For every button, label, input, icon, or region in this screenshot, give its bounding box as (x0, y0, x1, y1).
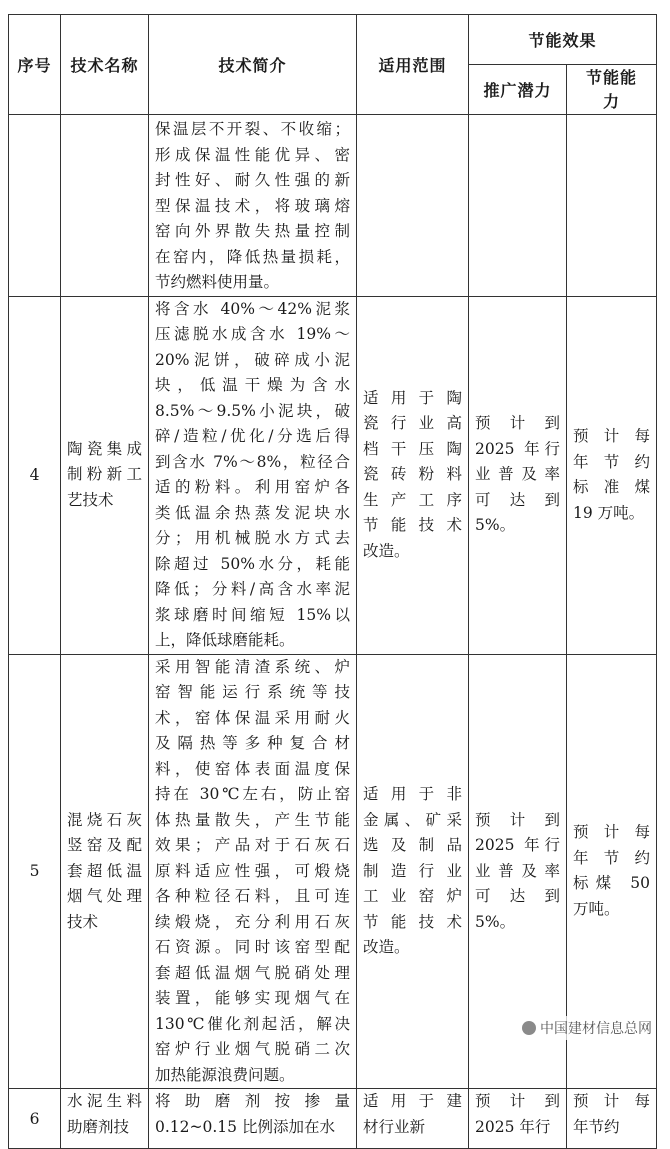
cell-capacity (567, 115, 657, 297)
cell-intro-line: 套超低温烟气脱硝处理 (155, 963, 350, 982)
cell-scope-line: 改造。 (363, 938, 410, 956)
cell-scope-line: 适用于陶 (363, 388, 462, 407)
cell-name-line: 混烧石灰 (67, 810, 142, 829)
cell-seq: 6 (9, 1089, 61, 1149)
table-row (9, 1089, 657, 1149)
cell-capacity-line: 年节约 (573, 848, 651, 867)
cell-intro-line: 石资源。同时该窑型配 (155, 938, 350, 956)
cell-intro-line: 将助磨剂按掺量 (155, 1092, 350, 1110)
watermark (518, 1016, 656, 1040)
cell-potential-line: 2025 年行 (475, 836, 560, 854)
cell-intro-line: 分；用机械脱水方式去 (155, 529, 350, 547)
cell-intro-line: 封性好、耐久性强的新 (155, 171, 350, 189)
cell-intro-line: 块，低温干燥为含水 (155, 376, 350, 394)
cell-capacity-line: 万吨。 (573, 899, 620, 918)
cell-intro-line: 原料适应性强，可煅烧 (155, 861, 350, 880)
cell-intro-line: 8.5%～9.5%小泥块，破 (155, 401, 350, 420)
cell-capacity-line: 年节约 (573, 452, 651, 471)
cell-scope-line: 制造行业 (363, 861, 462, 880)
cell-scope-line: 适用于非 (363, 785, 462, 803)
wechat-icon (522, 1021, 536, 1035)
header-seq: 序号 (9, 15, 61, 115)
cell-intro-line: 装置，能够实现烟气在 (155, 989, 350, 1007)
header-potential: 推广潜力 (469, 65, 567, 115)
table-row (9, 296, 657, 654)
cell-intro-line: 采用智能清渣系统、炉 (155, 657, 350, 676)
header-name: 技术名称 (61, 15, 149, 115)
cell-scope-line: 节能技术 (363, 516, 462, 535)
header-intro: 技术简介 (149, 15, 357, 115)
cell-intro-line: 及隔热等多种复合材 (155, 734, 350, 752)
cell-scope (357, 296, 469, 654)
cell-intro-line: 除超过 50%水分，耗能 (155, 554, 350, 573)
cell-scope (357, 1089, 469, 1149)
cell-potential-line: 5%。 (475, 516, 516, 535)
header-capacity-line1: 节能能 (586, 67, 638, 87)
cell-name (61, 296, 149, 654)
cell-name-line: 竖窑及配 (67, 836, 142, 854)
cell-potential-line: 业普及率 (475, 465, 560, 484)
cell-intro-line: 窑向外界散失热量控制 (155, 222, 350, 240)
cell-capacity-line: 预计每 (573, 823, 651, 842)
cell-intro-line: 适的粉料。利用窑炉各 (155, 478, 350, 496)
cell-intro (149, 654, 357, 1089)
cell-potential-line: 可达到 (475, 887, 560, 905)
cell-intro-line: 窑炉行业烟气脱硝二次 (155, 1040, 350, 1058)
cell-intro-line: 类低温余热蒸发泥块水 (155, 503, 350, 522)
cell-name-line: 水泥生料 (67, 1092, 142, 1110)
cell-intro-line: 在窑内，降低热量损耗， (155, 247, 350, 266)
cell-scope-line: 瓷砖粉料 (363, 465, 462, 484)
cell-capacity-line: 预计每 (573, 1092, 651, 1110)
cell-potential (469, 296, 567, 654)
cell-intro (149, 1089, 357, 1149)
cell-name-line: 烟气处理 (67, 887, 142, 905)
cell-scope-line: 工业窑炉 (363, 887, 462, 905)
cell-intro-line: 续煅烧，充分利用石灰 (155, 912, 350, 931)
tech-table (8, 14, 657, 1149)
cell-name (61, 654, 149, 1089)
header-effect: 节能效果 (469, 15, 657, 65)
cell-intro-line: 上，降低球磨能耗。 (155, 631, 295, 649)
cell-intro-line: 130℃催化剂起活，解决 (155, 1014, 350, 1033)
cell-intro-line: 压滤脱水成含水 19%～ (155, 325, 350, 343)
cell-intro-line: 窑智能运行系统等技 (155, 683, 350, 701)
cell-capacity-line: 标煤 50 (573, 874, 651, 893)
cell-scope-line: 材行业新 (363, 1117, 426, 1136)
cell-intro-line: 型保温技术，将玻璃熔 (155, 196, 350, 215)
cell-scope-line: 选及制品 (363, 836, 462, 854)
cell-name-line: 助磨剂技 (67, 1117, 130, 1136)
cell-intro-line: 到含水 7%～8%，粒径合 (155, 452, 350, 471)
cell-intro-line: 加热能源浪费问题。 (155, 1065, 295, 1084)
cell-intro-line: 持在 30℃左右，防止窑 (155, 785, 350, 803)
cell-intro-line: 各种粒径石料，且可连 (155, 887, 350, 905)
cell-potential-line: 预计到 (475, 1092, 560, 1110)
cell-capacity-line: 19 万吨。 (573, 503, 645, 522)
cell-scope (357, 654, 469, 1089)
cell-scope-line: 档干压陶 (363, 439, 462, 458)
cell-intro-line: 术，窑体保温采用耐火 (155, 708, 350, 727)
cell-potential-line: 可达到 (475, 490, 560, 509)
cell-intro-line: 0.12~0.15 比例添加在水 (155, 1117, 335, 1136)
cell-intro-line: 降低；分料/高含水率泥 (155, 580, 350, 598)
cell-name-line: 制粉新工 (67, 465, 142, 484)
cell-potential-line: 2025 年行 (475, 1117, 551, 1136)
cell-scope-line: 改造。 (363, 541, 410, 560)
cell-potential-line: 2025 年行 (475, 439, 560, 458)
cell-seq (9, 115, 61, 297)
cell-intro-line: 保温层不开裂、不收缩； (155, 120, 350, 138)
cell-intro-line: 形成保温性能优异、密 (155, 145, 350, 164)
cell-potential-line: 5%。 (475, 912, 516, 931)
cell-potential (469, 115, 567, 297)
cell-scope-line: 适用于建 (363, 1092, 462, 1110)
cell-capacity-line: 预计每 (573, 427, 651, 445)
cell-name-line: 技术 (67, 912, 99, 931)
cell-name-line: 陶瓷集成 (67, 439, 142, 458)
cell-intro-line: 节约燃料使用量。 (155, 273, 280, 291)
cell-seq: 5 (9, 654, 61, 1089)
cell-intro-line: 体热量散失，产生节能 (155, 810, 350, 829)
cell-capacity-line: 年节约 (573, 1117, 620, 1136)
cell-scope-line: 瓷行业高 (363, 414, 462, 433)
cell-capacity (567, 296, 657, 654)
cell-intro-line: 浆球磨时间缩短 15%以 (155, 605, 350, 624)
cell-intro-line: 将含水 40%～42%泥浆 (155, 299, 350, 318)
cell-name-line: 艺技术 (67, 490, 114, 509)
cell-intro-line: 效果；产品对于石灰石 (155, 836, 350, 854)
header-scope: 适用范围 (357, 15, 469, 115)
watermark-text: 中国建材信息总网 (540, 1021, 652, 1037)
cell-scope (357, 115, 469, 297)
cell-capacity-line: 标准煤 (573, 478, 651, 496)
cell-intro (149, 296, 357, 654)
header-capacity (567, 65, 657, 115)
cell-intro-line: 20%泥饼，破碎成小泥 (155, 350, 350, 369)
cell-capacity (567, 1089, 657, 1149)
cell-potential-line: 业普及率 (475, 861, 560, 880)
cell-intro-line: 料，使窑体表面温度保 (155, 759, 350, 778)
cell-potential-line: 预计到 (475, 414, 560, 433)
cell-name (61, 1089, 149, 1149)
cell-scope-line: 金属、矿采 (363, 810, 462, 829)
cell-scope-line: 生产工序 (363, 490, 462, 509)
cell-name-line: 套超低温 (67, 861, 142, 880)
header-capacity-line2: 力 (603, 91, 621, 111)
table-row (9, 115, 657, 297)
cell-potential (469, 1089, 567, 1149)
cell-potential-line: 预计到 (475, 810, 560, 829)
cell-seq: 4 (9, 296, 61, 654)
cell-intro-line: 碎/造粒/优化/分选后得 (155, 427, 350, 445)
cell-name (61, 115, 149, 297)
cell-scope-line: 节能技术 (363, 912, 462, 931)
cell-intro (149, 115, 357, 297)
